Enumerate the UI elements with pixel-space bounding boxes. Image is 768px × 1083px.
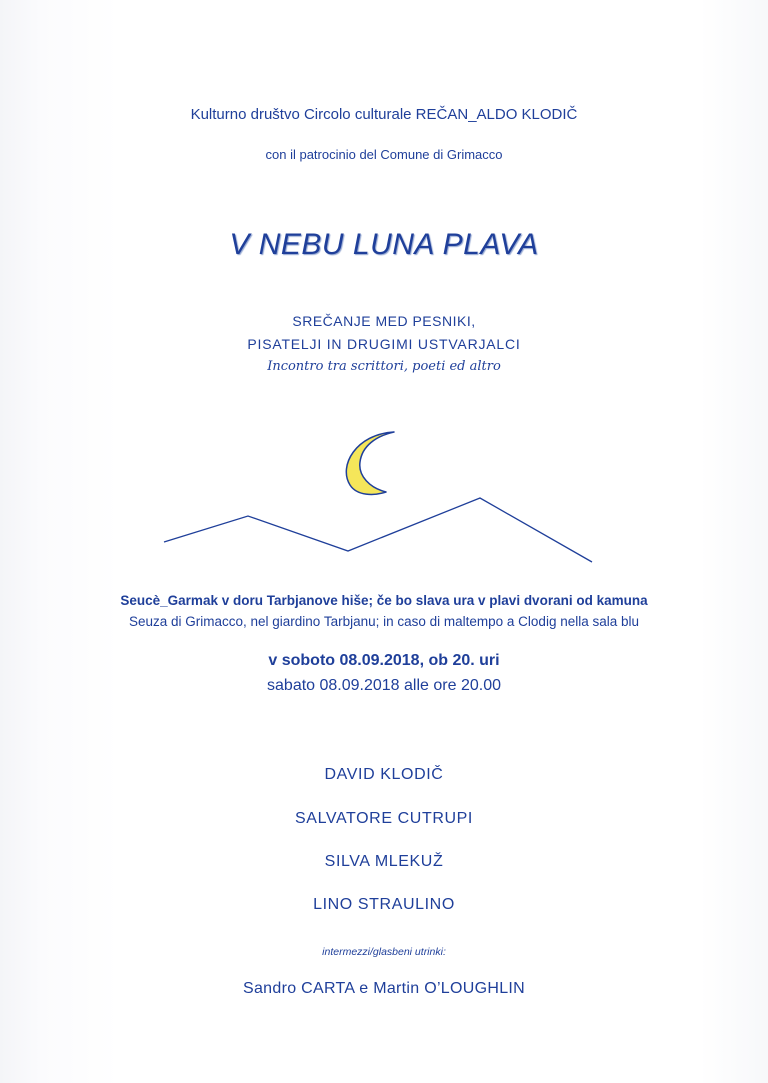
- subtitle-line-1: SREČANJE MED PESNIKI,: [292, 313, 476, 329]
- music-performers: Sandro CARTA e Martin O’LOUGHLIN: [243, 980, 525, 997]
- participant-name: DAVID KLODIČ: [324, 766, 444, 783]
- participant-name: SILVA MLEKUŽ: [324, 853, 444, 870]
- music-interlude-label: intermezzi/glasbeni utrinki:: [322, 946, 446, 958]
- venue-italian: Seuza di Grimacco, nel giardino Tarbjanu; in caso di maltempo a Clodig nella sala blu: [128, 614, 640, 629]
- organization-name: Kulturno društvo Circolo culturale REČAN_ALDO KLODIČ: [190, 106, 578, 123]
- mountains-line: [164, 498, 592, 562]
- date-slovene: v soboto 08.09.2018, ob 20. uri: [268, 652, 500, 669]
- moon-and-mountains-illustration: [150, 420, 610, 580]
- subtitle-line-2: PISATELJI IN DRUGIMI USTVARJALCI: [247, 336, 521, 352]
- participant-name: LINO STRAULINO: [313, 896, 455, 913]
- venue-slovene: Seucè_Garmak v doru Tarbjanove hiše; če bo slava ura v plavi dvorani od kamuna: [120, 593, 648, 608]
- subtitle-line-3: Incontro tra scrittori, poeti ed altro: [267, 359, 501, 374]
- patronage-note: con il patrocinio del Comune di Grimacco: [265, 147, 503, 162]
- date-italian: sabato 08.09.2018 alle ore 20.00: [267, 677, 501, 694]
- event-title: V NEBU LUNA PLAVA: [229, 228, 539, 261]
- participant-name: SALVATORE CUTRUPI: [295, 810, 473, 827]
- crescent-moon-icon: [346, 432, 394, 494]
